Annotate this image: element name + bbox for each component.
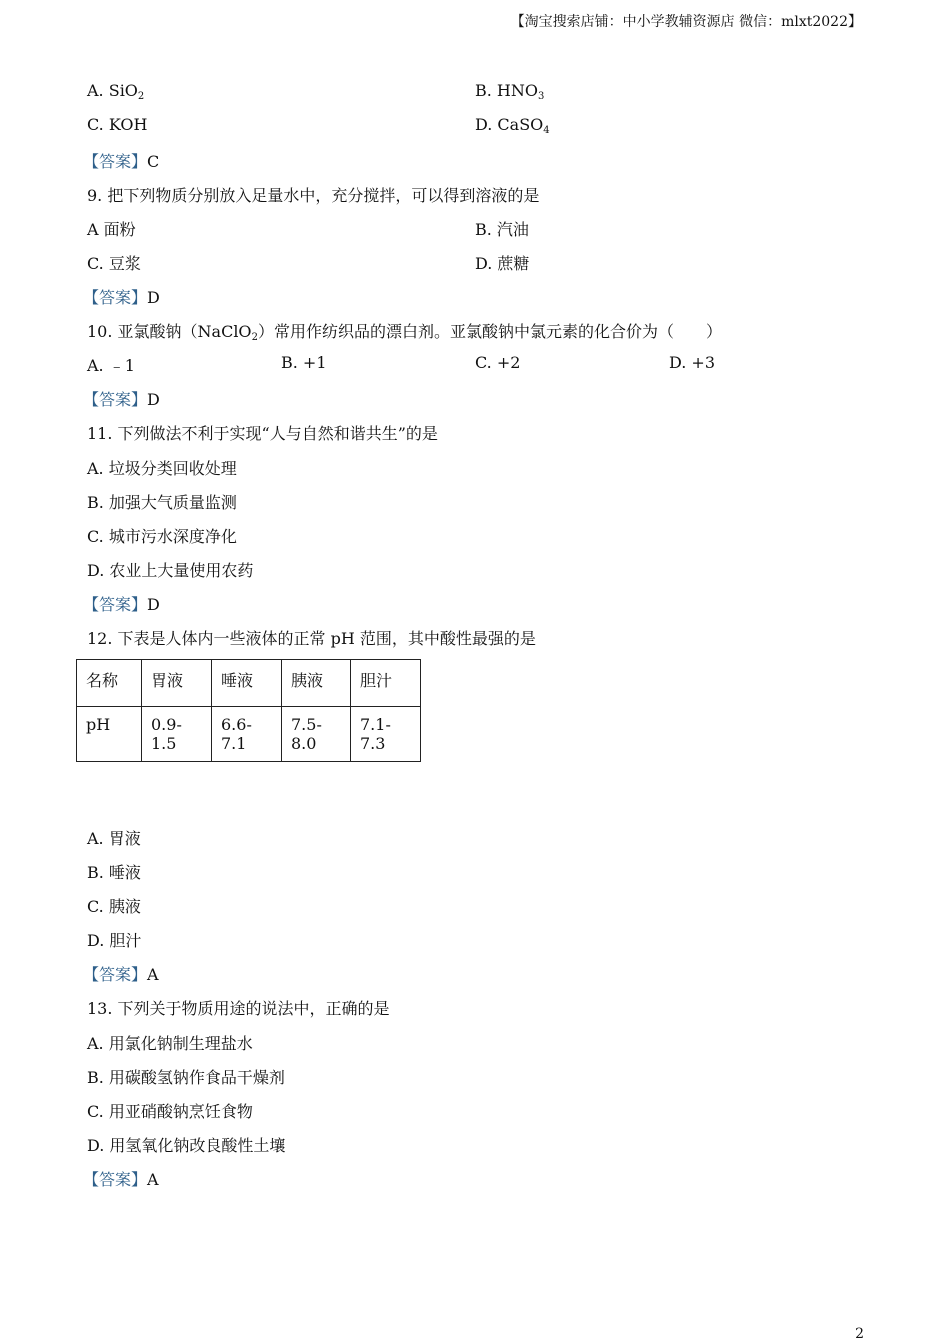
answer-tag: 【答案】 bbox=[83, 152, 148, 171]
q11-stem: 11. 下列做法不利于实现“人与自然和谐共生”的是 bbox=[87, 424, 438, 443]
q13-option-b: B. 用碳酸氢钠作食品干燥剂 bbox=[87, 1068, 285, 1087]
table-cell: 7.1-7.3 bbox=[351, 707, 421, 762]
table-cell: 0.9-1.5 bbox=[142, 707, 212, 762]
table-row bbox=[77, 707, 421, 762]
q9-answer: 【答案】D bbox=[83, 288, 160, 307]
q11-option-a: A. 垃圾分类回收处理 bbox=[87, 459, 237, 478]
table-cell: 胃液 bbox=[142, 660, 212, 707]
q8-option-d: D. CaSO$_4$ bbox=[475, 115, 550, 136]
q8-option-c: C. KOH bbox=[87, 115, 148, 134]
q12-option-c: C. 胰液 bbox=[87, 897, 141, 916]
table-cell: pH bbox=[77, 707, 142, 762]
q8-option-b: B. $HNO_3$ bbox=[475, 81, 545, 102]
q11-option-c: C. 城市污水深度净化 bbox=[87, 527, 237, 546]
q8-answer: 【答案】C bbox=[83, 152, 160, 171]
answer-tag: 【答案】 bbox=[83, 965, 148, 984]
answer-tag: 【答案】 bbox=[83, 390, 148, 409]
q12-option-a: A. 胃液 bbox=[87, 829, 141, 848]
answer-tag: 【答案】 bbox=[83, 288, 148, 307]
q11-answer: 【答案】D bbox=[83, 595, 160, 614]
q9-stem: 9. 把下列物质分别放入足量水中，充分搅拌，可以得到溶液的是 bbox=[87, 186, 540, 205]
ph-table bbox=[76, 659, 421, 762]
q13-option-c: C. 用亚硝酸钠烹饪食物 bbox=[87, 1102, 253, 1121]
page-number: 2 bbox=[855, 1326, 864, 1342]
q12-option-b: B. 唾液 bbox=[87, 863, 141, 882]
table-cell: 6.6-7.1 bbox=[212, 707, 282, 762]
q10-option-a: A. ﹣1 bbox=[87, 356, 135, 375]
q10-stem: 10. 亚氯酸钠（NaClO$_2$）常用作纺织品的漂白剂。亚氯酸钠中氯元素的化合价为（ ） bbox=[87, 322, 722, 343]
q12-stem: 12. 下表是人体内一些液体的正常 pH 范围，其中酸性最强的是 bbox=[87, 629, 536, 648]
table-header-row bbox=[77, 660, 421, 707]
q11-option-d: D. 农业上大量使用农药 bbox=[87, 561, 254, 580]
q9-option-c: C. 豆浆 bbox=[87, 254, 141, 273]
table-cell: 胰液 bbox=[282, 660, 351, 707]
q10-option-c: C. +2 bbox=[475, 353, 521, 372]
answer-tag: 【答案】 bbox=[83, 595, 148, 614]
q13-answer: 【答案】A bbox=[83, 1170, 159, 1189]
q12-option-d: D. 胆汁 bbox=[87, 931, 142, 950]
q10-option-b: B. +1 bbox=[281, 353, 327, 372]
q9-option-a: A 面粉 bbox=[87, 220, 136, 239]
table-cell: 名称 bbox=[77, 660, 142, 707]
answer-tag: 【答案】 bbox=[83, 1170, 148, 1189]
page-header: 【淘宝搜索店铺：中小学教辅资源店 微信：mlxt2022】 bbox=[510, 14, 862, 30]
q13-option-a: A. 用氯化钠制生理盐水 bbox=[87, 1034, 253, 1053]
table-cell: 7.5-8.0 bbox=[282, 707, 351, 762]
q9-option-d: D. 蔗糖 bbox=[475, 254, 530, 273]
q13-stem: 13. 下列关于物质用途的说法中，正确的是 bbox=[87, 999, 390, 1018]
q10-option-d: D. +3 bbox=[669, 353, 716, 372]
q13-option-d: D. 用氢氧化钠改良酸性土壤 bbox=[87, 1136, 286, 1155]
q10-answer: 【答案】D bbox=[83, 390, 160, 409]
q9-option-b: B. 汽油 bbox=[475, 220, 529, 239]
q11-option-b: B. 加强大气质量监测 bbox=[87, 493, 237, 512]
table-cell: 胆汁 bbox=[351, 660, 421, 707]
table-cell: 唾液 bbox=[212, 660, 282, 707]
q12-answer: 【答案】A bbox=[83, 965, 159, 984]
q8-option-a: A. SiO$_2$ bbox=[87, 81, 145, 102]
